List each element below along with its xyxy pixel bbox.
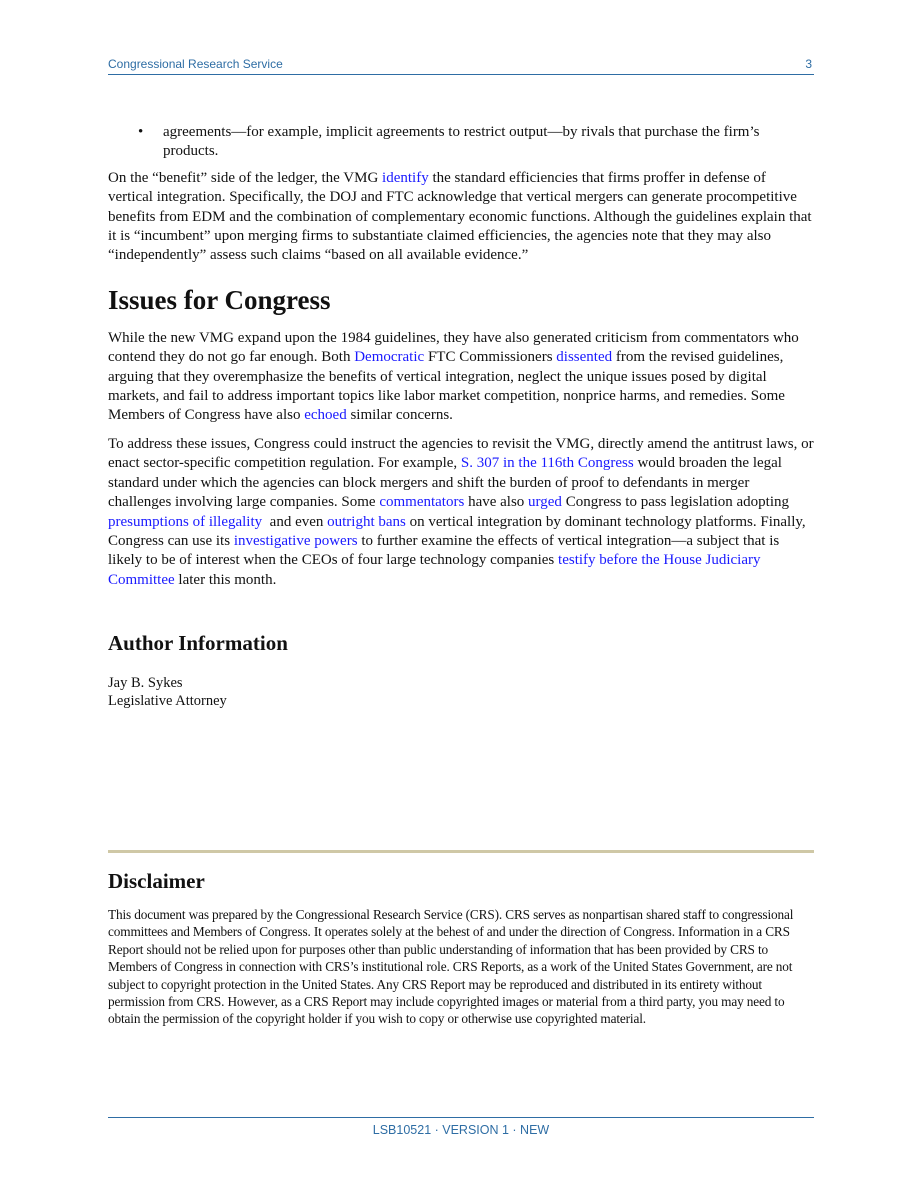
text-run: similar concerns. xyxy=(346,407,453,424)
author-title: Legislative Attorney xyxy=(108,693,227,710)
list-item xyxy=(108,123,814,162)
text-run: To address these issues, Congress could instruct the agencies to revisit the VMG, directly amend the antitrust laws, or enact sector-specific competition regulation. For example, xyxy=(108,435,814,472)
paragraph-benefit xyxy=(108,169,814,266)
link-outright-bans[interactable]: outright bans xyxy=(327,513,406,530)
link-democratic[interactable]: Democratic xyxy=(354,349,425,366)
text-run: On the “benefit” side of the ledger, the VMG xyxy=(108,169,383,186)
disclaimer-section xyxy=(108,868,814,1028)
author-block xyxy=(108,674,814,710)
heading-issues-for-congress: Issues for Congress xyxy=(108,284,331,315)
link-urged[interactable]: urged xyxy=(528,494,562,511)
author-name: Jay B. Sykes xyxy=(108,675,183,692)
disclaimer-text: This document was prepared by the Congressional Research Service (CRS). CRS serves as nonpartisan shared staff to congressional committees and Members of Congress. It operates solely at the behest of and under the direction of Congress. Information in a CRS Report should not be relied upon for purposes other than public understanding of information that has been provided by CRS to Members of Congress in connection with CRS’s institutional role. CRS Reports, as a work of the United States Government, are not subject to copyright protection in the United States. Any CRS Report may be reproduced and distributed in its entirety without permission from CRS. However, as a CRS Report may include copyrighted images or material from a third party, you may need to obtain the permission of the copyright holder if you wish to copy or otherwise use copyrighted material. xyxy=(108,907,794,1027)
disclaimer-divider xyxy=(108,850,814,853)
link-testify[interactable]: testify before the House Judiciary Committee xyxy=(108,552,761,588)
paragraph-criticism xyxy=(108,329,814,426)
text-run: Congress to pass legislation adopting xyxy=(561,494,790,511)
text-run: and even xyxy=(262,513,328,530)
text-run: have also xyxy=(464,494,529,511)
link-investigative-powers[interactable]: investigative powers xyxy=(233,532,358,549)
bullet-icon: • xyxy=(138,124,144,140)
text-run: the standard efficiencies that firms proffer in defense of vertical integration. Specifically, the DOJ and FTC acknowledge that vertical mergers can generate procompetitive benefits from EDM and the combination of complementary economic functions. Although the guidelines explain that it is “incumbent” upon merging firms to substantiate claimed efficiencies, the agencies note that they may also “independently” assess such claims “based on all available evidence.” xyxy=(108,169,812,264)
page-number: 3 xyxy=(805,57,812,71)
heading-author-information: Author Information xyxy=(108,631,288,656)
link-s307[interactable]: S. 307 in the 116th Congress xyxy=(460,455,634,472)
page-footer: LSB10521 · VERSION 1 · NEW xyxy=(372,1123,550,1137)
text-run: While the new VMG expand upon the 1984 guidelines, they have also generated criticism from commentators who contend they do not go far enough. Both xyxy=(108,329,799,366)
text-run: FTC Commissioners xyxy=(424,349,557,366)
text-run: to further examine the effects of vertical integration—a subject that is likely to be of interest when the CEOs of four large technology companies xyxy=(108,532,780,569)
header-source: Congressional Research Service xyxy=(108,57,283,71)
disclaimer-heading: Disclaimer xyxy=(108,869,205,893)
link-commentators[interactable]: commentators xyxy=(379,494,465,511)
text-run: from the revised guidelines, arguing that they overemphasize the benefits of vertical integration, neglect the unique issues posed by digital markets, and fail to address important topics like labor market competition, nonprice harms, and remedies. Some Members of Congress have also xyxy=(108,349,785,424)
page-header xyxy=(108,56,814,75)
link-dissented[interactable]: dissented xyxy=(556,349,613,366)
paragraph-options xyxy=(108,435,814,590)
link-identify[interactable]: identify xyxy=(382,169,429,186)
bullet-text: agreements—for example, implicit agreements to restrict output—by rivals that purchase the firm’s products. xyxy=(163,124,760,160)
link-presumptions-of-illegality[interactable]: presumptions of illegality xyxy=(108,513,263,530)
footer-divider xyxy=(108,1117,814,1118)
text-run: on vertical integration by dominant technology platforms. Finally, Congress can use its xyxy=(108,513,806,549)
link-echoed[interactable]: echoed xyxy=(304,407,347,424)
text-run: later this month. xyxy=(174,571,277,588)
text-run: would broaden the legal standard under which the agencies can block mergers and shift the burden of proof to defendants in merger challenges involving large companies. Some xyxy=(108,455,782,511)
document-body xyxy=(108,123,814,710)
